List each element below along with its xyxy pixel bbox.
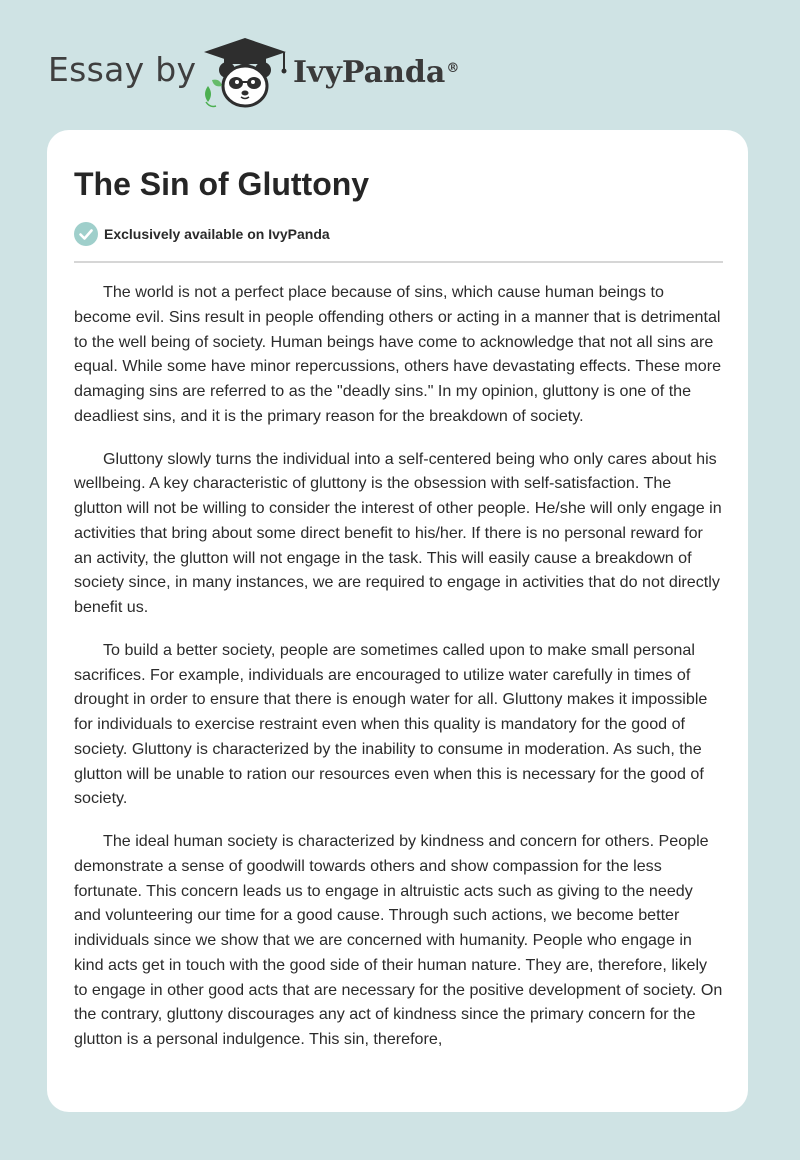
essay-paragraph: The ideal human society is characterized by kindness and concern for others. People demonstrate a sense of goodwill towards others and show compassion for the less fortunate. This concern leads us to engage in altruistic acts such as giving to the needy and volunteering our time for a good cause. Through such actions, we become better individuals since we show that we are concerned with humanity. People who engage in kind acts get in touch with the good side of their human nature. They are, therefore, likely to engage in other good acts that are necessary for the positive development of society. On the contrary, gluttony discourages any act of kindness since the primary concern for the glutton is a personal indulgence. This sin, therefore, [74, 832, 723, 1048]
page-title: The Sin of Gluttony [74, 166, 370, 202]
essay-card [47, 130, 748, 1112]
brand-name-text: IvyPanda [293, 55, 446, 90]
panda-graduate-icon [200, 36, 290, 110]
essay-by-label: Essay by [48, 50, 197, 89]
exclusive-badge [74, 222, 330, 246]
essay-paragraph: To build a better society, people are sometimes called upon to make small personal sacrifices. For example, individuals are encouraged to utilize water carefully in times of drought in order to ensure that there is enough water for all. Gluttony makes it impossible for individuals to exercise restraint even when this quality is mandatory for the good of society. Gluttony is characterized by the inability to consume in moderation. As such, the glutton will be unable to ration our resources even when this is necessary for the good of society. [74, 640, 708, 808]
exclusive-badge-label: Exclusively available on IvyPanda [104, 226, 330, 242]
ivy-leaf-icon [205, 80, 222, 107]
brand-name[interactable] [293, 53, 459, 93]
check-circle-icon [74, 222, 98, 246]
essay-paragraph: The world is not a perfect place because of sins, which cause human beings to become evil. Sins result in people offending others or acting in a manner that is detrimental to the well being of society. Human beings have come to acknowledge that not all sins are equal. While some have minor repercussions, others have devastating effects. These more damaging sins are referred to as the "deadly sins." In my opinion, gluttony is one of the deadliest sins, and it is the primary reason for the breakdown of society. [74, 283, 722, 425]
site-header [0, 0, 800, 125]
essay-body [74, 280, 724, 1070]
registered-mark: ® [446, 61, 460, 76]
divider [74, 261, 723, 263]
essay-paragraph: Gluttony slowly turns the individual into a self-centered being who only cares about his wellbeing. A key characteristic of gluttony is the obsession with self-satisfaction. The glutton will not be willing to consider the interest of other people. He/she will only engage in activities that bring about some direct benefit to his/her. If there is no personal reward for an activity, the glutton will not engage in the task. This will easily cause a breakdown of society since, in many instances, we are required to engage in activities that do not directly benefit us. [74, 449, 722, 616]
